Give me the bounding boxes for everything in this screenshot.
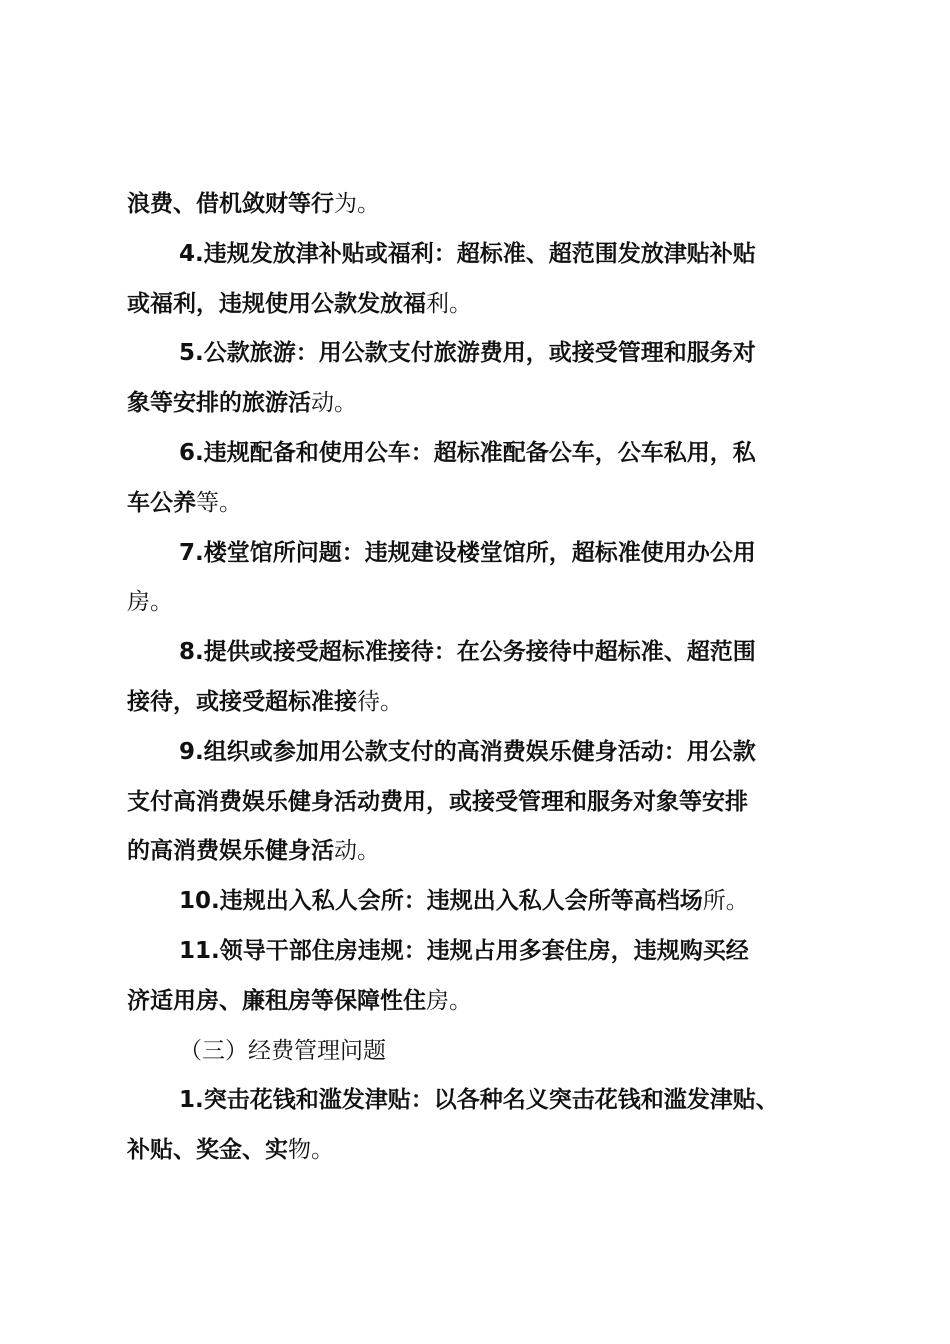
text-line (127, 827, 845, 877)
bold-text: 象等安排的旅游活 (127, 390, 311, 417)
text-line (127, 529, 845, 579)
normal-text: 动。 (311, 390, 357, 417)
bold-text: 7.楼堂馆所问题：违规建设楼堂馆所，超标准使用办公用 (179, 539, 756, 566)
paragraph-continuation (127, 180, 845, 230)
text-line (127, 1076, 845, 1126)
text-line (127, 778, 845, 828)
paragraph-item-9 (127, 728, 845, 877)
bold-text: 支付高消费娱乐健身活动费用，或接受管理和服务对象等安排 (127, 788, 748, 815)
bold-text: 5.公款旅游：用公款支付旅游费用，或接受管理和服务对 (179, 340, 756, 367)
text-line (127, 180, 845, 230)
text-line (127, 578, 845, 628)
section-heading (127, 1027, 845, 1077)
normal-text: 所。 (702, 888, 749, 915)
document-body (127, 180, 845, 1176)
text-line (127, 977, 845, 1027)
normal-text: 为。 (334, 191, 380, 217)
bold-text: 9.组织或参加用公款支付的高消费娱乐健身活动：用公款 (179, 738, 756, 765)
normal-text: 待。 (357, 688, 403, 715)
paragraph-item-6 (127, 429, 845, 529)
text-line (127, 230, 845, 280)
bold-text: 接待，或接受超标准接 (127, 688, 357, 715)
text-line (127, 1027, 845, 1077)
paragraph-item-11 (127, 927, 845, 1027)
text-line (127, 280, 845, 330)
text-line (127, 429, 845, 479)
bold-text: 10.违规出入私人会所：违规出入私人会所等高档场 (179, 888, 703, 915)
paragraph-item-5 (127, 329, 845, 429)
text-line (127, 1126, 845, 1176)
paragraph-item-4 (127, 230, 845, 330)
text-line (127, 628, 845, 678)
text-line (127, 728, 845, 778)
bold-text: 车公养 (127, 489, 196, 516)
bold-text: 或福利，违规使用公款发放福 (127, 290, 426, 317)
normal-text: 房。 (127, 589, 173, 616)
normal-text: 等。 (196, 489, 242, 516)
normal-text: 利。 (426, 290, 472, 317)
text-line (127, 678, 845, 728)
bold-text: 11.领导干部住房违规：违规占用多套住房，违规购买经 (179, 937, 749, 964)
bold-text: 济适用房、廉租房等保障性住 (127, 987, 426, 1014)
text-line (127, 927, 845, 977)
text-line (127, 379, 845, 429)
heading-text: （三）经费管理问题 (179, 1037, 386, 1064)
text-line (127, 329, 845, 379)
bold-text: 8.提供或接受超标准接待：在公务接待中超标准、超范围 (179, 639, 756, 666)
bold-text: 浪费、借机敛财等行 (127, 191, 334, 217)
paragraph-item-10 (127, 877, 845, 927)
paragraph-item-8 (127, 628, 845, 728)
bold-text: 4.违规发放津补贴或福利：超标准、超范围发放津贴补贴 (179, 240, 756, 267)
normal-text: 动。 (334, 838, 380, 865)
text-line (127, 877, 845, 927)
text-line (127, 479, 845, 529)
bold-text: 1.突击花钱和滥发津贴：以各种名义突击花钱和滥发津贴、 (179, 1087, 779, 1114)
bold-text: 补贴、奖金、实 (127, 1137, 288, 1164)
normal-text: 物。 (288, 1137, 334, 1164)
bold-text: 的高消费娱乐健身活 (127, 838, 334, 865)
bold-text: 6.违规配备和使用公车：超标准配备公车，公车私用，私 (179, 439, 756, 466)
paragraph-item-7 (127, 529, 845, 629)
normal-text: 房。 (426, 987, 472, 1014)
paragraph-item-1 (127, 1076, 845, 1176)
